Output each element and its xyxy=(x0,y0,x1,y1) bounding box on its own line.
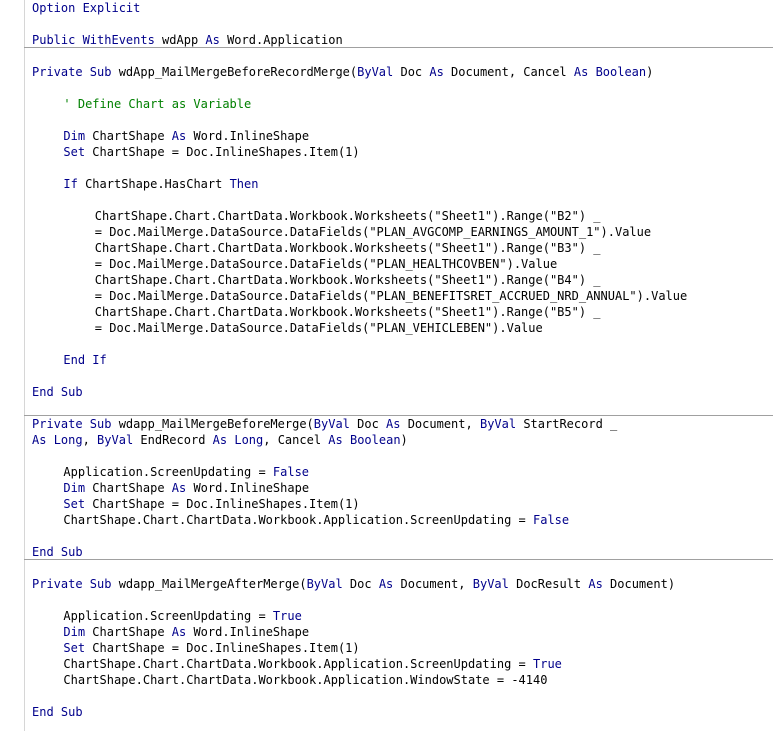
code-token xyxy=(588,65,595,79)
keyword-token: ByVal xyxy=(313,417,350,431)
code-line[interactable] xyxy=(0,256,687,272)
keyword-token: Long xyxy=(234,433,264,447)
keyword-token: ByVal xyxy=(357,65,394,79)
code-line[interactable] xyxy=(0,464,687,480)
keyword-token: Set xyxy=(63,145,86,159)
code-line[interactable] xyxy=(0,448,687,464)
code-token: Doc xyxy=(342,577,379,591)
keyword-token: Private Sub xyxy=(32,417,112,431)
code-token: ChartShape xyxy=(85,625,172,639)
keyword-token: As xyxy=(32,433,47,447)
keyword-token: As xyxy=(429,65,444,79)
keyword-token: As xyxy=(573,65,589,79)
keyword-token: Public WithEvents xyxy=(32,33,155,47)
code-token: StartRecord _ xyxy=(516,417,618,431)
code-line[interactable] xyxy=(0,640,687,656)
keyword-token: As xyxy=(171,625,187,639)
code-token: Application.ScreenUpdating = xyxy=(63,465,273,479)
code-line[interactable] xyxy=(0,176,687,192)
keyword-token: True xyxy=(272,609,302,623)
keyword-token: ByVal xyxy=(479,417,517,431)
code-line[interactable] xyxy=(0,16,687,32)
code-line[interactable] xyxy=(0,512,687,528)
code-line[interactable] xyxy=(0,64,687,80)
keyword-token: As xyxy=(378,577,394,591)
code-line[interactable] xyxy=(0,368,687,384)
code-token: ChartShape.Chart.ChartData.Workbook.Worksheets("Sheet1").Range("B2") _ xyxy=(94,209,601,223)
code-line[interactable] xyxy=(0,400,687,416)
code-token: Word.Application xyxy=(219,33,343,47)
keyword-token: As xyxy=(212,433,228,447)
keyword-token: ByVal xyxy=(306,577,343,591)
code-token: ChartShape xyxy=(85,481,172,495)
code-line[interactable] xyxy=(0,656,687,672)
code-token: ChartShape = Doc.InlineShapes.Item(1) xyxy=(85,641,360,655)
code-line[interactable] xyxy=(0,352,687,368)
keyword-token: True xyxy=(533,657,562,671)
keyword-token: Dim xyxy=(63,481,86,495)
keyword-token: As xyxy=(171,129,187,143)
code-line[interactable] xyxy=(0,192,687,208)
code-line[interactable] xyxy=(0,288,687,304)
code-token: ChartShape.Chart.ChartData.Workbook.Worksheets("Sheet1").Range("B5") _ xyxy=(94,305,601,319)
code-line[interactable] xyxy=(0,496,687,512)
code-token: ChartShape xyxy=(85,129,172,143)
code-line[interactable] xyxy=(0,384,687,400)
code-line[interactable] xyxy=(0,624,687,640)
code-token: Doc xyxy=(393,65,430,79)
keyword-token: ByVal xyxy=(472,577,509,591)
code-line[interactable] xyxy=(0,32,687,48)
keyword-token: ByVal xyxy=(97,433,134,447)
code-token: ChartShape.Chart.ChartData.Workbook.Application.WindowState = -4140 xyxy=(63,673,548,687)
code-token: = Doc.MailMerge.DataSource.DataFields("PLAN_BENEFITSRET_ACCRUED_NRD_ANNUAL").Value xyxy=(94,289,688,303)
code-line[interactable] xyxy=(0,48,687,64)
code-token: ChartShape.Chart.ChartData.Workbook.Application.ScreenUpdating = xyxy=(63,513,533,527)
code-token: ) xyxy=(400,433,408,447)
code-line[interactable] xyxy=(0,608,687,624)
code-token: ChartShape.HasChart xyxy=(77,177,230,191)
code-token: ChartShape.Chart.ChartData.Workbook.Application.ScreenUpdating = xyxy=(63,657,533,671)
code-line[interactable] xyxy=(0,320,687,336)
code-token: ChartShape.Chart.ChartData.Workbook.Worksheets("Sheet1").Range("B3") _ xyxy=(94,241,601,255)
code-line[interactable] xyxy=(0,432,687,448)
keyword-token: As xyxy=(205,33,220,47)
keyword-token: Long xyxy=(53,433,83,447)
code-token: Word.InlineShape xyxy=(186,129,310,143)
code-line[interactable] xyxy=(0,224,687,240)
code-token: wdApp xyxy=(154,33,206,47)
code-token: ChartShape = Doc.InlineShapes.Item(1) xyxy=(85,145,360,159)
code-line[interactable] xyxy=(0,592,687,608)
keyword-token: Private Sub xyxy=(32,65,112,79)
code-line[interactable] xyxy=(0,160,687,176)
code-line[interactable] xyxy=(0,128,687,144)
code-token xyxy=(46,433,53,447)
keyword-token: Set xyxy=(63,641,86,655)
code-line[interactable] xyxy=(0,336,687,352)
keyword-token: False xyxy=(272,465,310,479)
code-token: Document, xyxy=(393,577,473,591)
code-token: wdapp_MailMergeAfterMerge( xyxy=(111,577,307,591)
code-token: , Cancel xyxy=(263,433,329,447)
keyword-token: End Sub xyxy=(32,705,83,719)
code-token: = Doc.MailMerge.DataSource.DataFields("PLAN_VEHICLEBEN").Value xyxy=(94,321,543,335)
keyword-token: As xyxy=(328,433,343,447)
code-line[interactable] xyxy=(0,304,687,320)
code-line[interactable] xyxy=(0,672,687,688)
code-line[interactable] xyxy=(0,208,687,224)
keyword-token: False xyxy=(533,513,570,527)
code-line[interactable] xyxy=(0,704,687,720)
code-line[interactable] xyxy=(0,544,687,560)
keyword-token: Dim xyxy=(63,129,86,143)
code-token: ) xyxy=(646,65,654,79)
keyword-token: Option Explicit xyxy=(32,1,141,15)
keyword-token: As xyxy=(588,577,603,591)
code-line[interactable] xyxy=(0,528,687,544)
keyword-token: Then xyxy=(229,177,259,191)
code-token: Word.InlineShape xyxy=(186,481,310,495)
code-token: EndRecord xyxy=(133,433,213,447)
code-token: Word.InlineShape xyxy=(186,625,310,639)
code-token: Document, xyxy=(400,417,480,431)
code-line[interactable] xyxy=(0,112,687,128)
code-line[interactable] xyxy=(0,416,687,432)
code-line[interactable] xyxy=(0,688,687,704)
code-token: Document, Cancel xyxy=(443,65,574,79)
code-token: wdApp_MailMergeBeforeRecordMerge( xyxy=(111,65,358,79)
code-line[interactable] xyxy=(0,240,687,256)
code-token: Application.ScreenUpdating = xyxy=(63,609,273,623)
code-line[interactable] xyxy=(0,96,687,112)
keyword-token: If xyxy=(63,177,78,191)
keyword-token: As xyxy=(171,481,187,495)
code-token: Document) xyxy=(602,577,676,591)
keyword-token: End Sub xyxy=(32,545,83,559)
comment-token: ' Define Chart as Variable xyxy=(63,97,252,111)
code-token: ChartShape = Doc.InlineShapes.Item(1) xyxy=(85,497,360,511)
code-line[interactable] xyxy=(0,0,687,16)
code-line[interactable] xyxy=(0,80,687,96)
code-line[interactable] xyxy=(0,272,687,288)
code-token: = Doc.MailMerge.DataSource.DataFields("PLAN_HEALTHCOVBEN").Value xyxy=(94,257,558,271)
keyword-token: Boolean xyxy=(349,433,401,447)
code-line[interactable] xyxy=(0,480,687,496)
keyword-token: Dim xyxy=(63,625,86,639)
code-token xyxy=(343,433,350,447)
keyword-token: Set xyxy=(63,497,86,511)
code-line[interactable] xyxy=(0,576,687,592)
keyword-token: Boolean xyxy=(595,65,647,79)
keyword-token: End Sub xyxy=(32,385,83,399)
code-line[interactable] xyxy=(0,144,687,160)
code-token: ChartShape.Chart.ChartData.Workbook.Worksheets("Sheet1").Range("B4") _ xyxy=(94,273,601,287)
code-token: wdapp_MailMergeBeforeMerge( xyxy=(111,417,314,431)
code-token: = Doc.MailMerge.DataSource.DataFields("PLAN_AVGCOMP_EARNINGS_AMOUNT_1").Value xyxy=(94,225,652,239)
keyword-token: End If xyxy=(63,353,107,367)
keyword-token: Private Sub xyxy=(32,577,112,591)
code-token: DocResult xyxy=(508,577,589,591)
keyword-token: As xyxy=(386,417,401,431)
code-line[interactable] xyxy=(0,560,687,576)
code-token: , xyxy=(82,433,98,447)
code-token: Doc xyxy=(349,417,387,431)
